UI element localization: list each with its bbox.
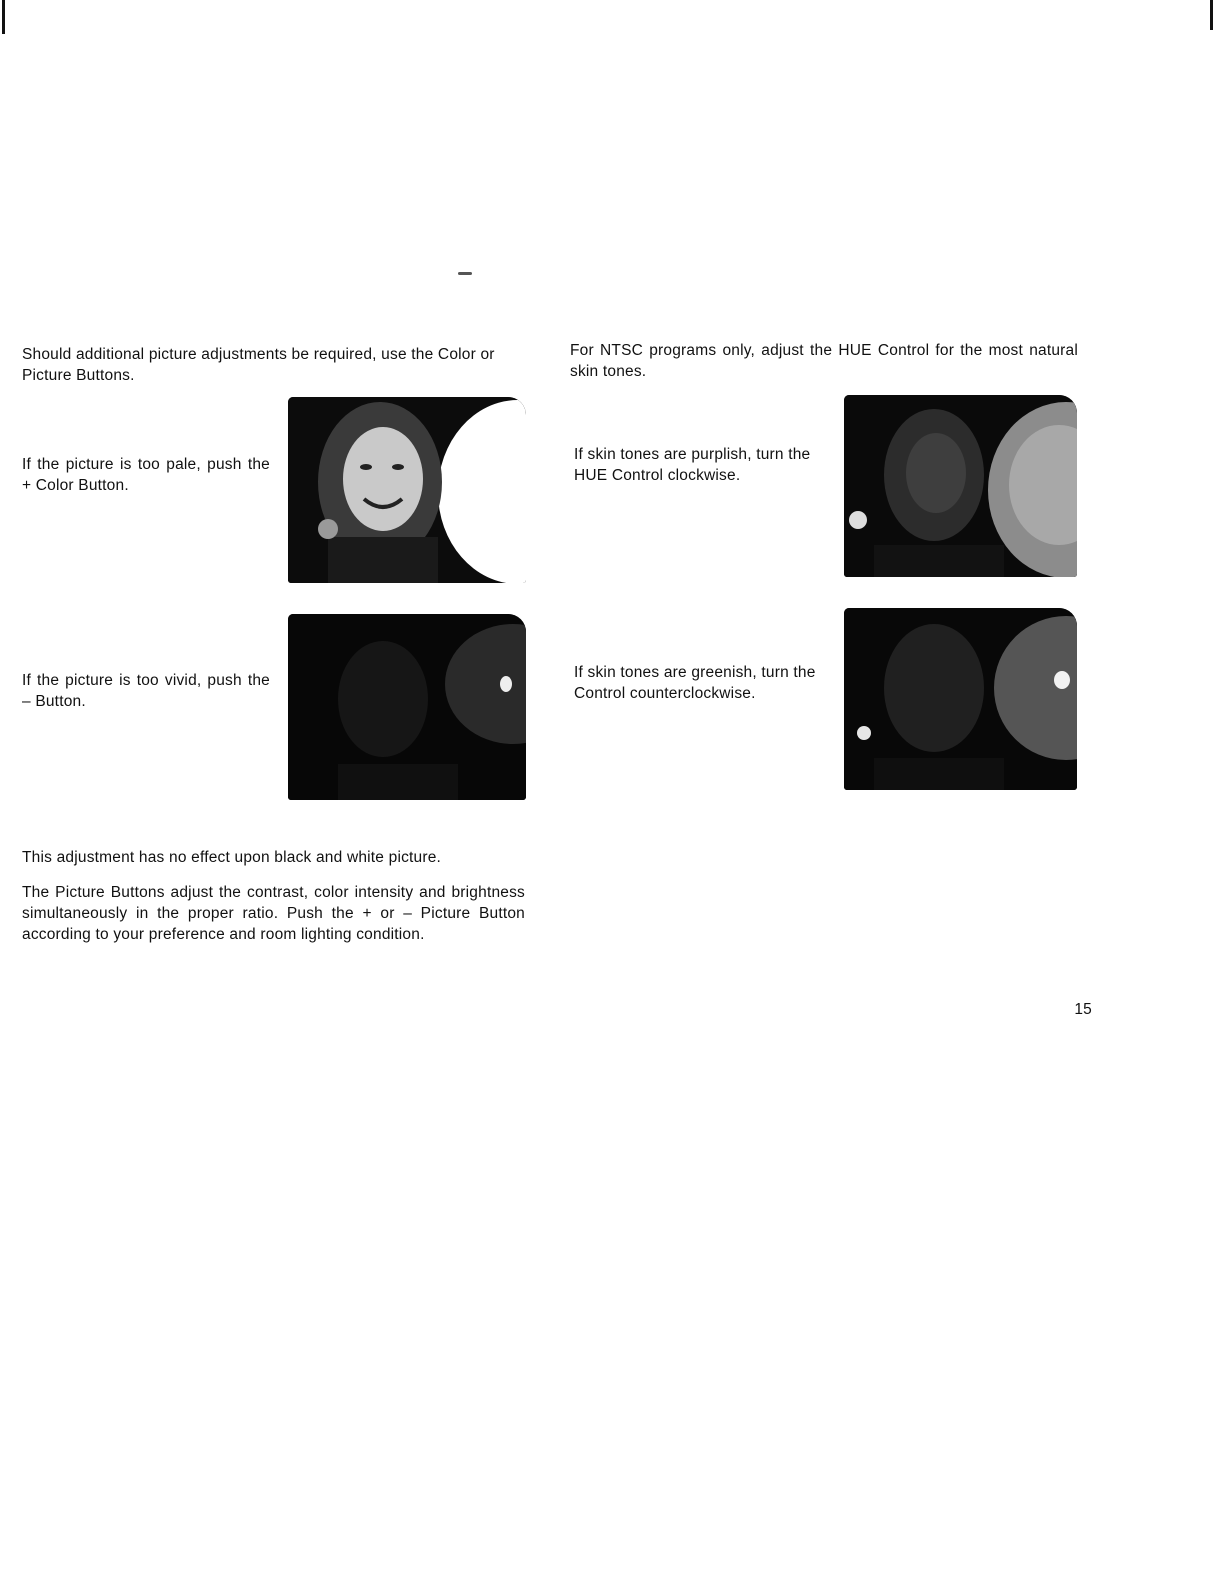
scan-edge-mark-left <box>2 0 5 34</box>
greenish-skin-photo <box>844 608 1077 790</box>
pale-caption: If the picture is too pale, push the + Color Button. <box>22 456 270 494</box>
bw-note: This adjustment has no effect upon black and white picture. <box>22 849 442 866</box>
purplish-caption: If skin tones are purplish, turn the HUE Control clockwise. <box>574 446 811 484</box>
right-intro-text: For NTSC programs only, adjust the HUE Control for the most natural skin tones. <box>570 342 1078 380</box>
scan-edge-mark-right <box>1210 0 1213 30</box>
left-intro-text: Should additional picture adjustments be required, use the Color or Picture Buttons. <box>22 346 495 384</box>
picture-buttons-description: The Picture Buttons adjust the contrast, color intensity and brightness simultaneously in the proper ratio. Push the + or – Picture Button according to your preference and room lighting condition. <box>22 884 525 943</box>
scan-speck <box>458 272 472 275</box>
vivid-picture-photo <box>288 614 526 800</box>
greenish-caption: If skin tones are greenish, turn the Control counterclockwise. <box>574 664 816 702</box>
purplish-skin-photo <box>844 395 1077 577</box>
page-number: 15 <box>1074 1001 1092 1018</box>
pale-picture-photo <box>288 397 526 583</box>
vivid-caption: If the picture is too vivid, push the – Button. <box>22 672 270 710</box>
